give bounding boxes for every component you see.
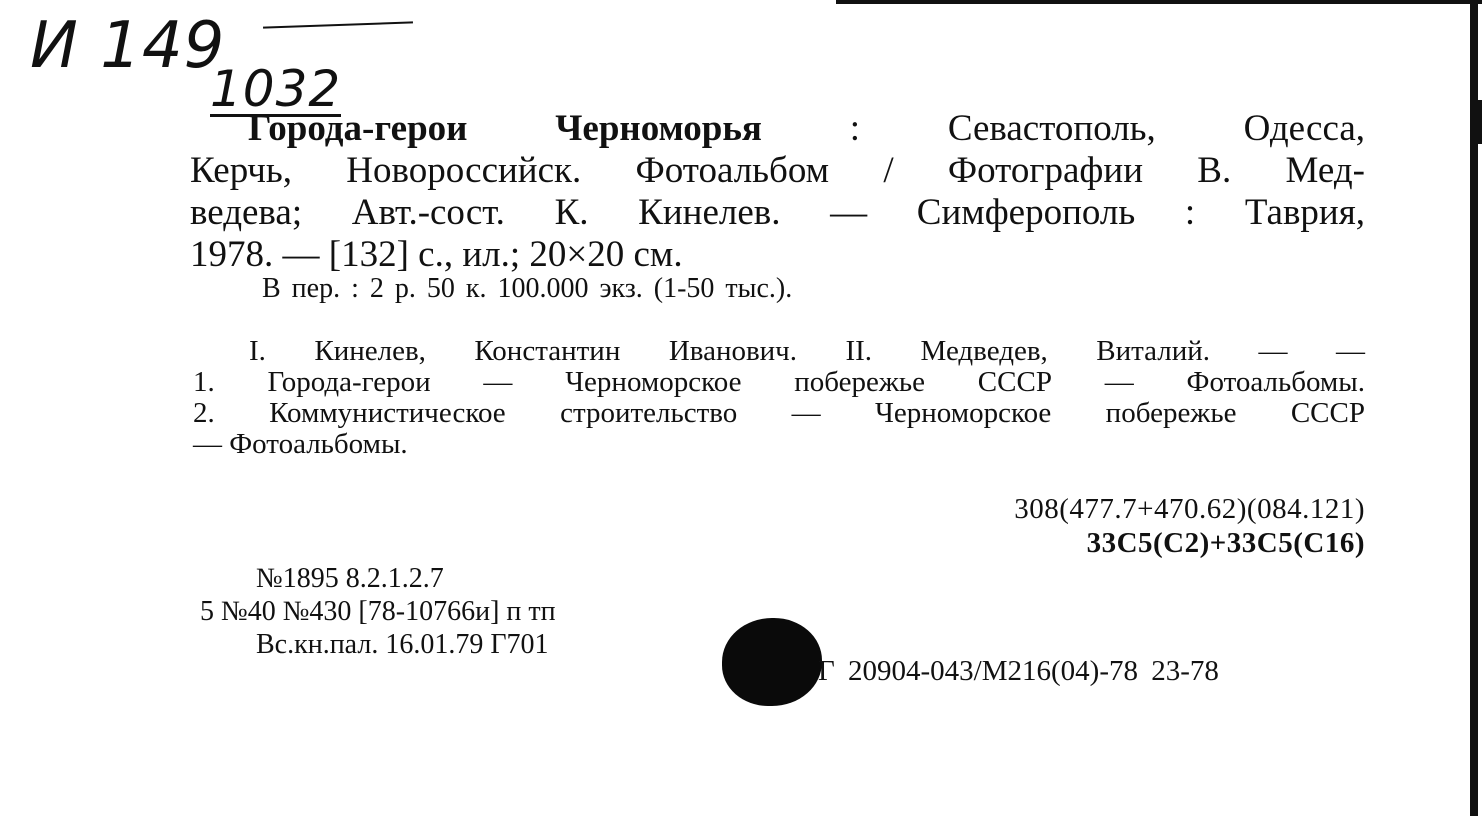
description-line-2: Керчь, Новороссийск. Фотоальбом / Фотографии В. Мед- [190, 150, 1365, 191]
ink-blot-stamp [722, 618, 822, 706]
description-line-1 [190, 108, 1365, 150]
price-circulation: В пер. : 2 р. 50 к. 100.000 экз. (1-50 тыс.). [262, 273, 793, 304]
card-frame-right-mark [1470, 100, 1482, 144]
subtitle-places: : Севастополь, Одесса, [761, 108, 1365, 149]
registration-numbers [200, 562, 556, 661]
subject-headings [193, 336, 1365, 460]
udc-index: 308(477.7+470.62)(084.121) [1014, 493, 1365, 525]
subject-line-2: 1. Города-герои — Черноморское побережье СССР — Фотоальбомы. [193, 366, 1365, 398]
handwritten-strike-line [263, 21, 413, 28]
registration-line-3: Вс.кн.пал. 16.01.79 Г701 [256, 629, 549, 660]
handwritten-number: 1032 [210, 60, 342, 118]
subject-line-1: I. Кинелев, Константин Иванович. II. Медведев, Виталий. — — [249, 335, 1365, 367]
card-frame-top-edge [836, 0, 1482, 4]
bbk-index: 33С5(С2)+33С5(С16) [1086, 527, 1365, 559]
subject-line-3: 2. Коммунистическое строительство — Черноморское побережье СССР [193, 397, 1365, 429]
description-line-4: 1978. — [132] с., ил.; 20×20 см. [190, 234, 683, 275]
classification-codes [1014, 492, 1365, 560]
description-line-3: ведева; Авт.-сост. К. Кинелев. — Симферополь : Таврия, [190, 192, 1365, 233]
registration-line-2: 5 №40 №430 [78-10766и] п тп [200, 596, 556, 627]
registration-line-1: №1895 8.2.1.2.7 [256, 563, 444, 594]
book-title: Города-герои Черноморья [248, 108, 762, 149]
subject-line-4: — Фотоальбомы. [193, 428, 408, 460]
publisher-code: Г 20904-043/М216(04)-78 23-78 [818, 655, 1219, 687]
bibliographic-description [190, 108, 1365, 276]
handwritten-index: И 149 [30, 9, 226, 83]
handwritten-shelfmark [30, 9, 342, 118]
